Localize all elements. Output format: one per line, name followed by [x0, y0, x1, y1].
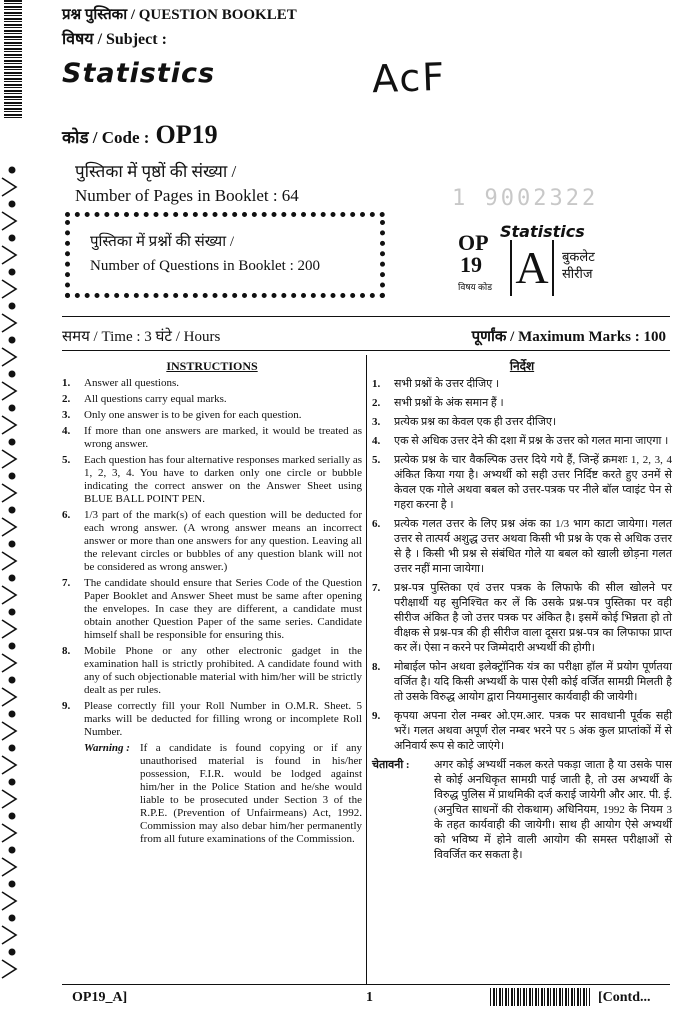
- contd-label: [Contd...: [598, 990, 651, 1005]
- side-chevron: [2, 790, 16, 808]
- instruction-text: एक से अधिक उत्तर देने की दशा में प्रश्न के उत्तर को गलत माना जाएगा ।: [394, 435, 669, 447]
- subject-label: विषय / Subject :: [62, 31, 167, 48]
- instruction-number: 7.: [372, 582, 381, 594]
- side-chevron: [2, 824, 16, 842]
- instruction-number: 5.: [372, 454, 381, 466]
- warning-text-hi: अगर कोई अभ्यर्थी नकल करते पकड़ा जाता है या उसके पास से कोई अनधिकृत सामग्री पाई जाती है, तो उस अभ्यर्थी के विरुद्ध पुलिस में प्राथमिकी दर्ज कराई जायेगी और आर. पी. ई. (अनुचित साधनों की रोकथाम) अधिनियम, 1992 के नियम 3 के तहत कार्यवाही की जायेगी। साथ ही आयोग ऐसे अभ्यर्थी को भविष्य में होने वाली आयोग की समस्त परीक्षाओं से विवर्जित कर सकता है।: [434, 759, 672, 861]
- instruction-number: 8.: [372, 661, 381, 673]
- side-chevron: [2, 654, 16, 672]
- side-dot: [9, 541, 16, 548]
- side-dot: [9, 303, 16, 310]
- side-dot: [9, 371, 16, 378]
- instruction-text: Answer all questions.: [84, 377, 180, 389]
- side-chevron: [2, 586, 16, 604]
- side-chevron: [2, 518, 16, 536]
- side-dot: [9, 813, 16, 820]
- instruction-number: 3.: [372, 416, 381, 428]
- instruction-number: 5.: [62, 454, 71, 466]
- instruction-number: 8.: [62, 645, 71, 657]
- side-chevron: [2, 620, 16, 638]
- side-dot: [9, 507, 16, 514]
- instruction-text: मोबाईल फोन अथवा इलेक्ट्रॉनिक यंत्र का परीक्षा हॉल में प्रयोग पूर्णतया वर्जित है। यदि किसी अभ्यर्थी के पास ऐसी कोई वर्जित सामग्री मिलती है तो उसके विरुद्ध आयोग द्वारा नियमानुसार कार्यवाही की जायेगी।: [394, 661, 672, 703]
- side-chevron: [2, 960, 16, 978]
- instruction-text: Mobile Phone or any other electronic gadget in the examination hall is strictly prohibited. A candidate found with any of such objectionable material with him/her will be strictly dealt as per rules.: [84, 645, 362, 696]
- side-dot: [9, 269, 16, 276]
- side-chevron: [2, 756, 16, 774]
- side-dot: [9, 915, 16, 922]
- footer-rule: [62, 984, 670, 985]
- warning-en: [62, 742, 362, 846]
- instruction-number: 4.: [372, 435, 381, 447]
- side-chevron: [2, 314, 16, 332]
- code-line: [62, 120, 218, 150]
- instruction-text: प्रत्येक प्रश्न के चार वैकल्पिक उत्तर दिये गये हैं, जिन्हें क्रमशः 1, 2, 3, 4 अंकित किया गया है। अभ्यर्थी को सही उत्तर निर्दिष्ट करते हुए उनमें से केवल एक गोले अथवा बबल को उत्तर-पत्रक पर नीले बॉल प्वाइंट पेन से गहरा करना है ।: [394, 454, 672, 511]
- instruction-text: Please correctly fill your Roll Number in O.M.R. Sheet. 5 marks will be deducted for filling wrong or incomplete Roll Number.: [84, 700, 362, 738]
- dotted-border-top: [65, 212, 385, 217]
- barcode-footer: [490, 988, 590, 1006]
- side-chevron: [2, 280, 16, 298]
- side-chevron: [2, 688, 16, 706]
- side-chevron: [2, 552, 16, 570]
- instruction-number: 6.: [372, 518, 381, 530]
- handwritten-note: AcF: [371, 54, 447, 102]
- instruction-item: [62, 509, 362, 574]
- instruction-text: सभी प्रश्नों के अंक समान हैं ।: [394, 397, 504, 409]
- instruction-item: [62, 377, 362, 390]
- side-chevron: [2, 348, 16, 366]
- side-dot: [9, 609, 16, 616]
- instruction-number: 2.: [372, 397, 381, 409]
- booklet-series-label: बुकलेट सीरीज: [562, 249, 595, 281]
- instruction-item: [62, 454, 362, 506]
- instruction-text: सभी प्रश्नों के उत्तर दीजिए ।: [394, 378, 500, 390]
- side-dot: [9, 439, 16, 446]
- instruction-number: 1.: [62, 377, 71, 389]
- side-dot: [9, 881, 16, 888]
- side-dot: [9, 949, 16, 956]
- instruction-text: 1/3 part of the mark(s) of each question will be deducted for each wrong answer. (A wrong answer means an incorrect answer or more than one answers for any question. Leaving all the relevant circles or bubbles of any question blank will not be considered as wrong answer.): [84, 509, 362, 573]
- warning-label-en: Warning :: [84, 742, 130, 754]
- side-chevron: [2, 484, 16, 502]
- side-dot: [9, 745, 16, 752]
- side-chevron: [2, 926, 16, 944]
- side-chevron: [2, 858, 16, 876]
- side-chevron: [2, 246, 16, 264]
- page-number: 1: [366, 990, 373, 1005]
- instruction-item: [62, 645, 362, 697]
- side-chevron: [2, 178, 16, 196]
- side-dot: [9, 235, 16, 242]
- side-chevron: [2, 450, 16, 468]
- instruction-number: 1.: [372, 378, 381, 390]
- instruction-text: All questions carry equal marks.: [84, 393, 227, 405]
- side-dot: [9, 167, 16, 174]
- instruction-number: 4.: [62, 425, 71, 437]
- instruction-item: [372, 396, 672, 411]
- warning-hi: [372, 758, 672, 863]
- pages-en: Number of Pages in Booklet : 64: [75, 186, 299, 205]
- instructions-list-hi: [372, 377, 672, 754]
- series-subject: Statistics: [500, 222, 585, 241]
- side-chevron: [2, 212, 16, 230]
- instruction-text: Each question has four alternative responses marked serially as 1, 2, 3, 4. You have to darken only one circle or bubble indicating the correct answer on the Answer Sheet using BLUE BALL POINT PEN.: [84, 454, 362, 505]
- series-op: OP: [458, 230, 489, 255]
- side-chevron: [2, 722, 16, 740]
- side-dot: [9, 337, 16, 344]
- side-dot: [9, 643, 16, 650]
- series-letter: A: [510, 240, 554, 296]
- instruction-item: [372, 453, 672, 513]
- instruction-item: [62, 700, 362, 739]
- warning-text-en: If a candidate is found copying or if any unauthorised material is found in his/her possession, F.I.R. would be lodged against him/her in the Police Station and he/she would liable to be prosecuted under Section 3 of the R.P.E. (Prevention of Unfairmeans) Act, 1992. Commission may also debar him/her permanently from all future examinations of the Commission.: [140, 742, 362, 845]
- side-dot: [9, 779, 16, 786]
- questions-box: [65, 220, 385, 298]
- barcode-left: [4, 0, 22, 120]
- instruction-text: कृपया अपना रोल नम्बर ओ.एम.आर. पत्रक पर सावधानी पूर्वक सही भरें। गलत अथवा अपूर्ण रोल नम्बर भरने पर 5 अंक कुल प्राप्तांकों में से अनिवार्य रूप से काटे जाएंगे।: [394, 710, 672, 752]
- subject-title: Statistics: [62, 58, 216, 89]
- instruction-number: 9.: [372, 710, 381, 722]
- instruction-number: 3.: [62, 409, 71, 421]
- side-dot: [9, 201, 16, 208]
- side-marks: [0, 160, 30, 980]
- instruction-item: [372, 709, 672, 754]
- instruction-text: प्रश्न-पत्र पुस्तिका एवं उत्तर पत्रक के लिफाफे की सील खोलने पर परीक्षार्थी यह सुनिश्चित कर लें कि उसके प्रश्न-पत्र पुस्तिका पर वही सीरीज अंकित है जो उत्तर पत्रक पर अंकित है। इसमें कोई भिन्नता हो तो वीक्षक से प्रश्न-पत्र की ही सीरीज वाला दूसरा प्रश्न-पत्र का लिफाफा प्राप्त कर लें। ऐसा न करने पर जिम्मेदारी अभ्यर्थी की होगी।: [394, 582, 672, 654]
- instruction-item: [372, 434, 672, 449]
- instruction-text: प्रत्येक प्रश्न का केवल एक ही उत्तर दीजिए।: [394, 416, 557, 428]
- side-chevron: [2, 416, 16, 434]
- side-dot: [9, 575, 16, 582]
- instructions-hi: [372, 360, 672, 863]
- max-marks-label: पूर्णांक / Maximum Marks : 100: [471, 329, 666, 345]
- series-box: [458, 222, 628, 300]
- divider-top: [62, 316, 670, 317]
- instructions-heading-hi: निर्देश: [509, 359, 535, 373]
- warning-label-hi: चेतावनी :: [372, 759, 410, 771]
- side-chevron: [2, 382, 16, 400]
- side-dot: [9, 711, 16, 718]
- side-dot: [9, 847, 16, 854]
- side-dot: [9, 677, 16, 684]
- side-dot: [9, 473, 16, 480]
- pages-info: [75, 160, 299, 208]
- series-number: 19: [460, 252, 482, 277]
- side-marks-svg: [0, 160, 30, 980]
- time-label: समय / Time : 3 घंटे / Hours: [62, 329, 221, 345]
- instruction-item: [372, 581, 672, 656]
- instructions-en: [62, 360, 362, 846]
- instructions-heading-en: INSTRUCTIONS: [166, 359, 258, 373]
- column-divider: [366, 355, 367, 985]
- instruction-number: 9.: [62, 700, 71, 712]
- instruction-number: 2.: [62, 393, 71, 405]
- instruction-item: [372, 517, 672, 577]
- questions-hi: पुस्तिका में प्रश्नों की संख्या /: [90, 234, 235, 250]
- instruction-item: [62, 577, 362, 642]
- serial-number: 1 9002322: [452, 186, 599, 211]
- footer-code: OP19_A]: [72, 990, 128, 1005]
- code-value: OP19: [155, 120, 218, 149]
- instruction-item: [372, 660, 672, 705]
- code-label: कोड / Code :: [62, 128, 150, 147]
- side-chevron: [2, 892, 16, 910]
- instruction-item: [372, 377, 672, 392]
- pages-hi: पुस्तिका में पृष्ठों की संख्या /: [75, 162, 237, 181]
- divider-instructions: [62, 350, 670, 351]
- instructions-list-en: [62, 377, 362, 739]
- instruction-item: [62, 425, 362, 451]
- instruction-item: [62, 393, 362, 406]
- instruction-text: प्रत्येक गलत उत्तर के लिए प्रश्न अंक का 1/3 भाग काटा जायेगा। गलत उत्तर से तात्पर्य अशुद्ध उत्तर अथवा किसी भी प्रश्न के एक से अधिक उत्तर से है । किसी भी प्रश्न से संबंधित गोले या बबल को खाली छोड़ना गलत उत्तर नहीं माना जायेगा।: [394, 518, 672, 575]
- questions-en: Number of Questions in Booklet : 200: [90, 258, 320, 274]
- instruction-text: If more than one answers are marked, it would be treated as wrong answer.: [84, 425, 362, 450]
- vishay-code: विषय कोड: [458, 282, 493, 292]
- instruction-text: The candidate should ensure that Series Code of the Question Paper Booklet and Answer Sheet must be same after opening the envelopes. In case they are different, a candidate must obtain another Question Paper of the same series. Candidate himself shall be responsible for ensuring this.: [84, 577, 362, 641]
- booklet-label: प्रश्न पुस्तिका / QUESTION BOOKLET: [62, 7, 297, 23]
- instruction-number: 6.: [62, 509, 71, 521]
- side-dot: [9, 405, 16, 412]
- instruction-item: [372, 415, 672, 430]
- instruction-text: Only one answer is to be given for each question.: [84, 409, 302, 421]
- instruction-item: [62, 409, 362, 422]
- instruction-number: 7.: [62, 577, 71, 589]
